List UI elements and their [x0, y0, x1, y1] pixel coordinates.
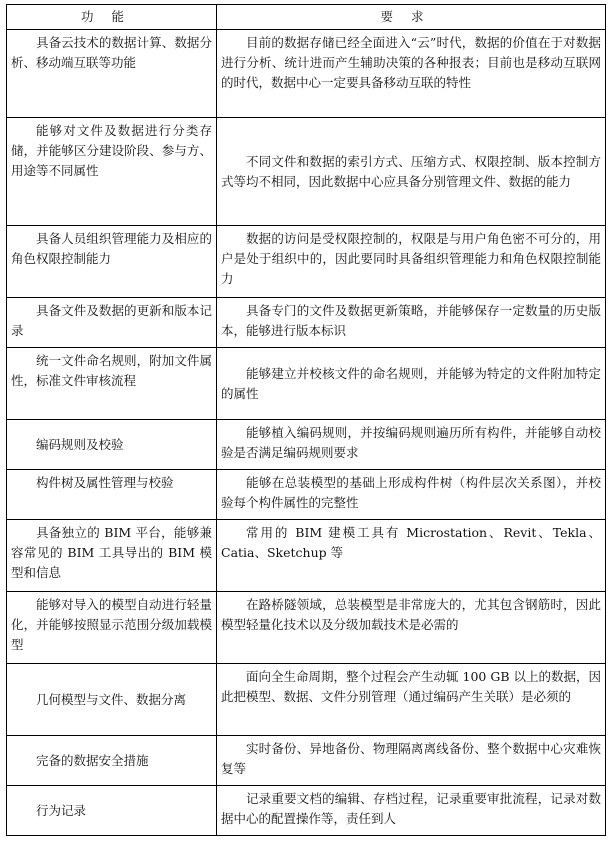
table-row	[7, 226, 606, 298]
function-cell: 具备独立的 BIM 平台，能够兼容常见的 BIM 工具导出的 BIM 模型和信息	[7, 520, 217, 592]
requirements-table	[6, 4, 606, 836]
requirement-cell: 数据的访问是受权限控制的，权限是与用户角色密不可分的，用户是处于组织中的，因此要同时具备组织管理能力和角色权限控制能力	[217, 226, 606, 298]
document-page	[6, 4, 605, 836]
function-cell: 具备云技术的数据计算、数据分析、移动端互联等功能	[7, 30, 217, 118]
requirement-cell: 能够在总装模型的基础上形成构件树（构件层次关系图），并校验每个构件属性的完整性	[217, 470, 606, 520]
function-cell: 统一文件命名规则，附加文件属性，标准文件审核流程	[7, 348, 217, 420]
requirement-cell: 能够植入编码规则，并按编码规则遍历所有构件，并能够自动校验是否满足编码规则要求	[217, 420, 606, 470]
requirement-cell: 能够建立并校核文件的命名规则，并能够为特定的文件附加特定的属性	[217, 348, 606, 420]
requirement-cell: 在路桥隧领域，总装模型是非常庞大的，尤其包含钢筋时，因此模型轻量化技术以及分级加载技术是必需的	[217, 592, 606, 664]
table-row	[7, 348, 606, 420]
function-cell: 能够对文件及数据进行分类存储，并能够区分建设阶段、参与方、用途等不同属性	[7, 118, 217, 226]
requirement-cell: 实时备份、异地备份、物理隔离离线备份、整个数据中心灾难恢复等	[217, 736, 606, 786]
function-cell: 构件树及属性管理与校验	[7, 470, 217, 520]
table-row	[7, 520, 606, 592]
function-cell: 能够对导入的模型自动进行轻量化，并能够按照显示范围分级加载模型	[7, 592, 217, 664]
table-row	[7, 298, 606, 348]
table-header-row	[7, 5, 606, 30]
requirement-cell: 常用的 BIM 建模工具有 Microstation、Revit、Tekla、Catia、Sketchup 等	[217, 520, 606, 592]
requirement-cell: 不同文件和数据的索引方式、压缩方式、权限控制、版本控制方式等均不相同，因此数据中心应具备分别管理文件、数据的能力	[217, 118, 606, 226]
requirement-cell: 目前的数据存储已经全面进入“云”时代，数据的价值在于对数据进行分析、统计进而产生辅助决策的各种报表；目前也是移动互联网的时代，数据中心一定要具备移动互联的特性	[217, 30, 606, 118]
table-row	[7, 664, 606, 736]
column-header-requirement: 要求	[217, 5, 606, 30]
requirement-cell: 记录重要文档的编辑、存档过程，记录重要审批流程，记录对数据中心的配置操作等，责任到人	[217, 786, 606, 836]
function-cell: 具备人员组织管理能力及相应的角色权限控制能力	[7, 226, 217, 298]
function-cell: 完备的数据安全措施	[7, 736, 217, 786]
function-cell: 具备文件及数据的更新和版本记录	[7, 298, 217, 348]
column-header-function: 功能	[7, 5, 217, 30]
table-row	[7, 736, 606, 786]
function-cell: 几何模型与文件、数据分离	[7, 664, 217, 736]
table-row	[7, 470, 606, 520]
table-row	[7, 592, 606, 664]
requirement-cell: 面向全生命周期，整个过程会产生动辄 100 GB 以上的数据，因此把模型、数据、文件分别管理（通过编码产生关联）是必须的	[217, 664, 606, 736]
table-row	[7, 30, 606, 118]
requirement-cell: 具备专门的文件及数据更新策略，并能够保存一定数量的历史版本，能够进行版本标识	[217, 298, 606, 348]
table-row	[7, 118, 606, 226]
table-row	[7, 420, 606, 470]
table-row	[7, 786, 606, 836]
function-cell: 行为记录	[7, 786, 217, 836]
function-cell: 编码规则及校验	[7, 420, 217, 470]
